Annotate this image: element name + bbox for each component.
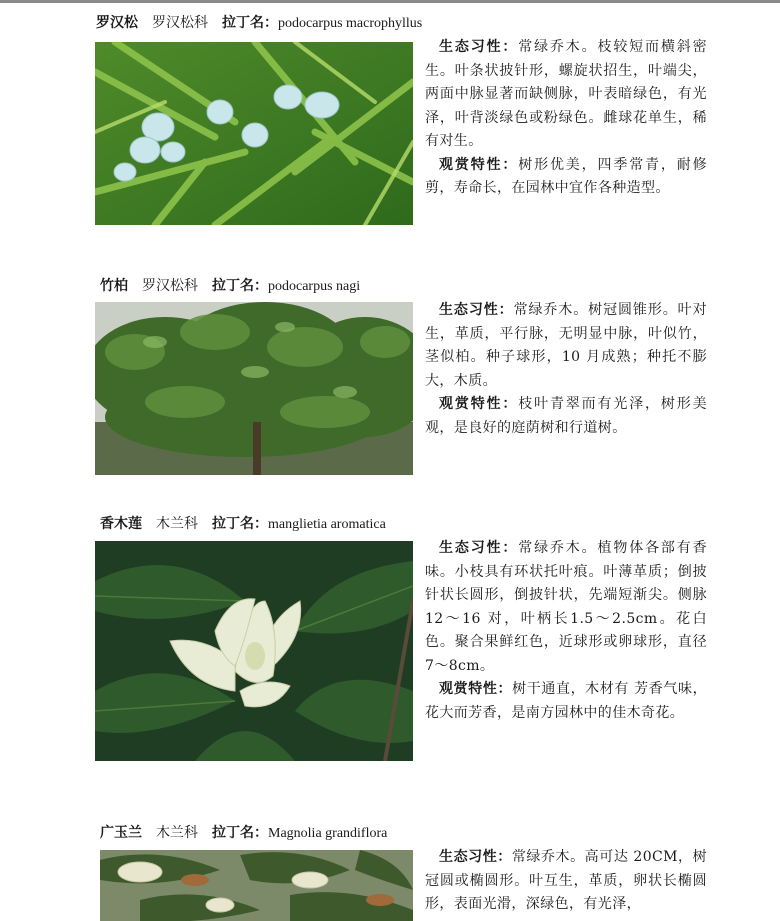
ornamental-label: 观赏特性： — [439, 396, 519, 412]
latin-name: podocarpus nagi — [268, 279, 361, 294]
plant-photo — [100, 850, 413, 921]
plant-heading — [100, 277, 360, 296]
ornamental-label: 观赏特性： — [439, 156, 519, 173]
latin-name: Magnolia grandiflora — [268, 826, 388, 841]
plant-photo — [95, 42, 413, 225]
plant-family: 罗汉松科 — [142, 278, 198, 294]
top-rule — [0, 0, 780, 3]
plant-description — [425, 537, 707, 725]
eco-label: 生态习性： — [439, 540, 519, 556]
eco-text: 常绿乔木。高可达 20CM，树冠圆或椭圆形。叶互生，革质，卵状长椭圆形，表面光滑，深绿色，有光泽， — [425, 849, 708, 912]
plant-family: 木兰科 — [156, 825, 198, 841]
eco-label: 生态习性： — [439, 849, 512, 865]
eco-text: 常绿乔木。植物体各部有香味。小枝具有环状托叶痕。叶薄革质；倒披针状长圆形，倒披针状，先端短渐尖。侧脉 12～16 对，叶柄长1.5～2.5cm。花白色。聚合果鲜红色，近球形或卵球形，直径 7～8cm。 — [425, 540, 707, 674]
latin-label: 拉丁名： — [212, 516, 268, 532]
plant-family: 木兰科 — [156, 516, 198, 532]
latin-name: manglietia aromatica — [268, 517, 386, 532]
plant-heading — [100, 515, 386, 534]
ornamental-text: 树形优美，四季常青，耐修剪，寿命长，在园林中宜作各种造型。 — [425, 156, 707, 196]
latin-label: 拉丁名： — [222, 15, 278, 31]
plant-description — [425, 846, 707, 917]
ornamental-label: 观赏特性： — [439, 681, 513, 697]
plant-name: 竹柏 — [100, 278, 128, 294]
plant-description — [425, 299, 707, 440]
latin-label: 拉丁名： — [212, 278, 268, 294]
ornamental-text: 枝叶青翠而有光泽，树形美观，是良好的庭荫树和行道树。 — [425, 396, 707, 436]
eco-text: 常绿乔木。树冠圆锥形。叶对生，革质，平行脉，无明显中脉，叶似竹，茎似柏。种子球形，10 月成熟；种托不膨大，木质。 — [425, 302, 708, 389]
latin-name: podocarpus macrophyllus — [278, 16, 423, 31]
ornamental-text: 树干通直，木材有 芳香气味，花大而芳香，是南方园林中的佳木奇花。 — [425, 681, 707, 721]
plant-photo — [95, 541, 413, 761]
eco-text: 常绿乔木。枝较短而横斜密生。叶条状披针形，螺旋状招生，叶端尖，两面中脉显著而缺侧脉，叶表暗绿色，有光泽，叶背淡绿色或粉绿色。雌球花单生，稀有对生。 — [425, 39, 707, 149]
plant-name: 香木莲 — [100, 516, 142, 532]
plant-heading — [96, 14, 422, 33]
plant-name: 罗汉松 — [96, 15, 138, 31]
plant-heading — [100, 824, 387, 843]
eco-label: 生态习性： — [439, 39, 519, 55]
plant-name: 广玉兰 — [100, 825, 142, 841]
latin-label: 拉丁名： — [212, 825, 268, 841]
plant-description — [425, 36, 707, 201]
plant-family: 罗汉松科 — [152, 15, 208, 31]
eco-label: 生态习性： — [439, 302, 514, 318]
plant-photo — [95, 302, 413, 475]
